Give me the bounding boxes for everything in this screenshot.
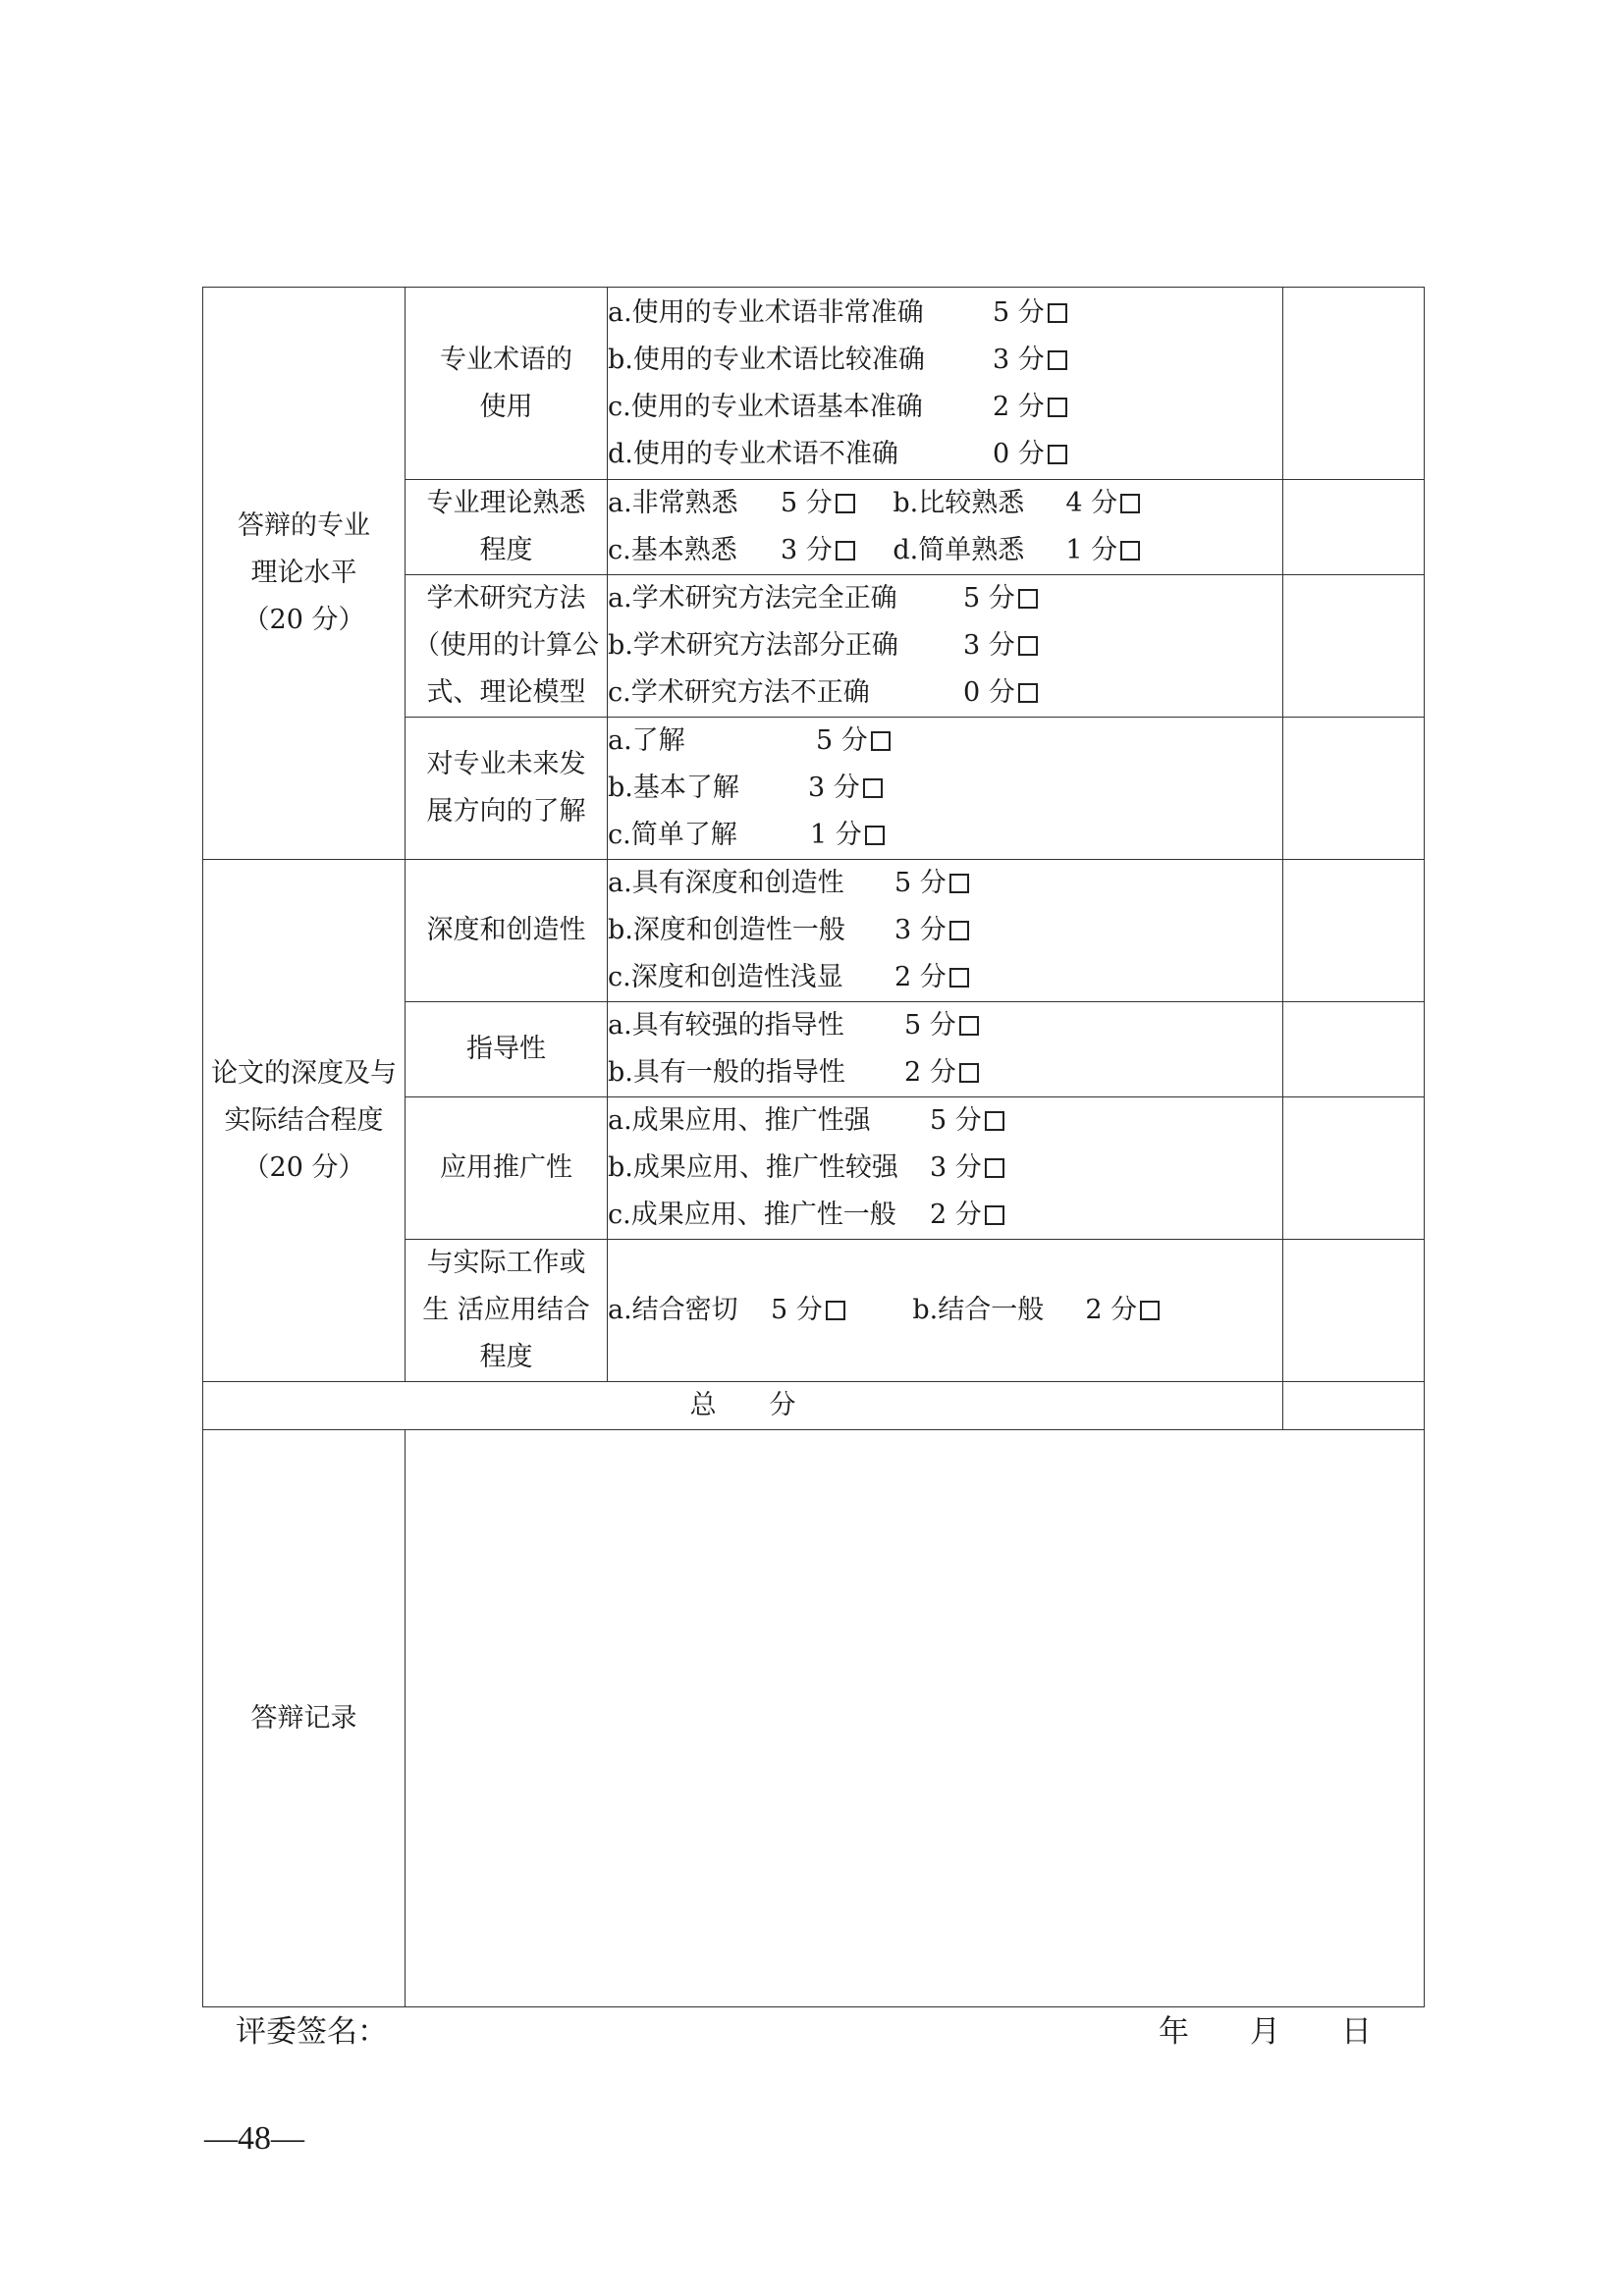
option: c.使用的专业术语基本准确 2 分 [608,384,1282,431]
criterion-options [608,718,1283,860]
criterion-options [608,860,1283,1002]
checkbox[interactable] [1048,303,1067,323]
scoring-table [202,287,1425,2007]
checkbox[interactable] [949,874,969,893]
checkbox[interactable] [959,1016,979,1036]
option-row: c.基本熟悉 3 分 d.简单熟悉 1 分 [608,527,1282,574]
checkbox[interactable] [1048,350,1067,370]
criterion-options [608,288,1283,480]
option: a.成果应用、推广性强 5 分 [608,1097,1282,1145]
checkbox[interactable] [1018,683,1038,703]
checkbox[interactable] [1120,541,1140,561]
checkbox[interactable] [1140,1301,1160,1320]
criterion-name: 专业理论熟悉 程度 [406,480,608,575]
score-cell[interactable] [1283,860,1425,1002]
option: b.成果应用、推广性较强 3 分 [608,1145,1282,1192]
checkbox[interactable] [826,1301,845,1320]
criterion-name: 与实际工作或 生 活应用结合 程度 [406,1240,608,1382]
option: a.具有较强的指导性 5 分 [608,1002,1282,1049]
total-row [203,1382,1425,1430]
table-row [203,860,1425,1002]
checkbox[interactable] [959,1063,979,1083]
criterion-name: 专业术语的 使用 [406,288,608,480]
criterion-options [608,1097,1283,1240]
option: c.学术研究方法不正确 0 分 [608,669,1282,717]
checkbox[interactable] [836,494,855,513]
criterion-name: 学术研究方法 （使用的计算公 式、理论模型 [406,575,608,718]
option: c.成果应用、推广性一般 2 分 [608,1192,1282,1239]
table-row [203,288,1425,480]
section2-title: 论文的深度及与 实际结合程度 （20 分） [203,860,406,1382]
score-cell[interactable] [1283,480,1425,575]
checkbox[interactable] [985,1205,1004,1225]
option: c.深度和创造性浅显 2 分 [608,954,1282,1001]
score-cell[interactable] [1283,718,1425,860]
day-label: 日 [1341,2014,1372,2050]
option: b.学术研究方法部分正确 3 分 [608,622,1282,669]
option: b.基本了解 3 分 [608,765,1282,812]
checkbox[interactable] [949,921,969,940]
checkbox[interactable] [836,541,855,561]
record-label: 答辩记录 [203,1430,406,2007]
score-cell[interactable] [1283,1240,1425,1382]
checkbox[interactable] [1018,636,1038,656]
month-label: 月 [1250,2014,1280,2050]
record-content[interactable] [406,1430,1425,2007]
score-cell[interactable] [1283,288,1425,480]
criterion-name: 对专业未来发 展方向的了解 [406,718,608,860]
option-row: a.结合密切 5 分 b.结合一般 2 分 [608,1287,1282,1334]
score-cell[interactable] [1283,575,1425,718]
option: a.学术研究方法完全正确 5 分 [608,575,1282,622]
checkbox[interactable] [865,826,885,845]
option: a.具有深度和创造性 5 分 [608,860,1282,907]
option: c.简单了解 1 分 [608,812,1282,859]
section1-title: 答辩的专业 理论水平 （20 分） [203,288,406,860]
total-score-cell[interactable] [1283,1382,1425,1430]
option: b.具有一般的指导性 2 分 [608,1049,1282,1096]
option: a.了解 5 分 [608,718,1282,765]
criterion-name: 应用推广性 [406,1097,608,1240]
checkbox[interactable] [1018,589,1038,609]
year-label: 年 [1159,2014,1189,2050]
option: b.使用的专业术语比较准确 3 分 [608,337,1282,384]
checkbox[interactable] [985,1158,1004,1178]
date-line [1159,2006,1372,2051]
checkbox[interactable] [1048,445,1067,464]
score-cell[interactable] [1283,1002,1425,1097]
criterion-name: 深度和创造性 [406,860,608,1002]
option: b.深度和创造性一般 3 分 [608,907,1282,954]
checkbox[interactable] [1120,494,1140,513]
record-row [203,1430,1425,2007]
criterion-options [608,575,1283,718]
criterion-options [608,1240,1283,1382]
total-label: 总 分 [203,1382,1283,1430]
checkbox[interactable] [1048,398,1067,417]
evaluation-form [202,287,1424,2007]
checkbox[interactable] [871,731,891,751]
option: d.使用的专业术语不准确 0 分 [608,431,1282,478]
criterion-options [608,480,1283,575]
criterion-options [608,1002,1283,1097]
checkbox[interactable] [985,1111,1004,1131]
page-number: —48— [204,2120,304,2157]
option: a.使用的专业术语非常准确 5 分 [608,290,1282,337]
checkbox[interactable] [863,778,883,798]
checkbox[interactable] [949,968,969,988]
signature-label: 评委签名： [236,2014,388,2050]
option-row: a.非常熟悉 5 分 b.比较熟悉 4 分 [608,480,1282,527]
score-cell[interactable] [1283,1097,1425,1240]
criterion-name: 指导性 [406,1002,608,1097]
